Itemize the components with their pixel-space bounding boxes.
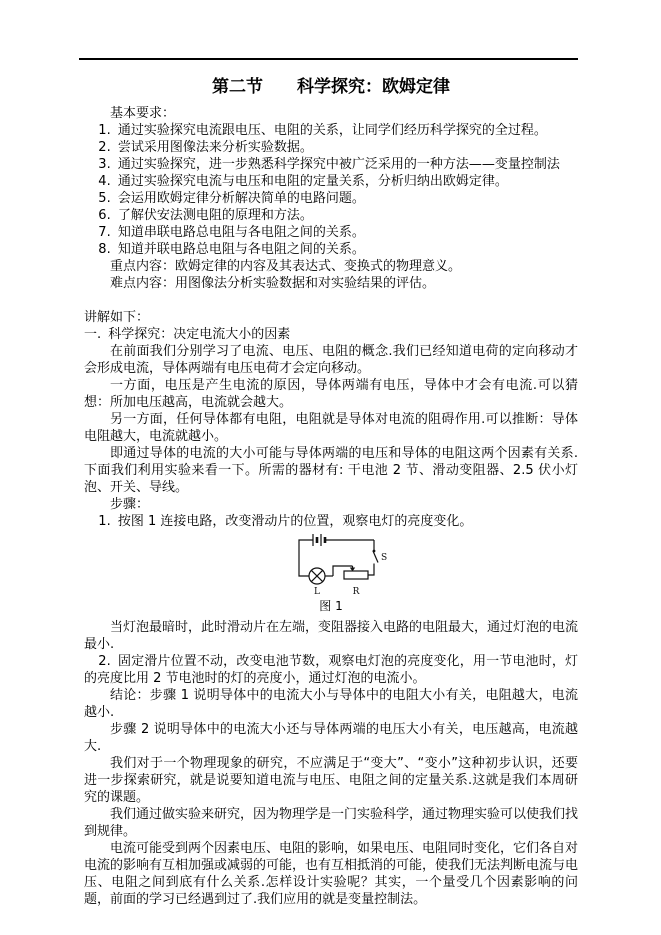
step-number: 1.	[98, 514, 111, 529]
paragraph: 我们通过做实验来研究，因为物理学是一门实验科学，通过物理实验可以使我们找到规律。	[84, 807, 579, 839]
paragraph: 在前面我们分别学习了电流、电压、电阻的概念.我们已经知道电荷的定向移动才会形成电流，导体两端有电压电荷才会定向移动。	[84, 344, 578, 376]
paragraph: 当灯泡最暗时，此时滑动片在左端，变阻器接入电路的电阻最大，通过灯泡的电流最小.	[84, 620, 579, 652]
step-item	[84, 653, 578, 687]
paragraph: 我们对于一个物理现象的研究，不应满足于“变大”、“变小”这种初步认识，还要进一步探索研究，就是说要知道电流与电压、电阻之间的定量关系.这就是我们本周研究的课题。	[84, 756, 578, 805]
steps-label: 步骤：	[110, 497, 150, 512]
lamp-label: L	[314, 587, 320, 597]
item-text: 知道并联电路总电阻与各电阻之间的关系。	[117, 242, 365, 257]
figure-caption: 图 1	[319, 599, 343, 613]
requirement-item	[84, 190, 578, 207]
requirements-heading: 基本要求：	[110, 106, 176, 121]
requirement-item	[84, 173, 578, 190]
item-number: 5.	[98, 191, 111, 206]
header-rule	[79, 58, 578, 60]
explanation-lead: 讲解如下：	[84, 310, 150, 325]
step-item	[84, 513, 578, 530]
item-text: 知道串联电路总电阻与各电阻之间的关系。	[117, 225, 365, 240]
paragraph: 另一方面，任何导体都有电阻，电阻就是导体对电流的阻碍作用.可以推断：导体电阻越大，电流就越小。	[84, 412, 578, 444]
requirement-item	[84, 122, 578, 139]
item-number: 8.	[98, 242, 111, 257]
requirement-item	[84, 224, 578, 241]
item-number: 3.	[98, 157, 111, 172]
item-text: 通过实验探究电流跟电压、电阻的关系，让同学们经历科学探究的全过程。	[117, 123, 547, 138]
switch-icon	[373, 550, 378, 563]
requirement-item	[84, 207, 578, 224]
item-text: 会运用欧姆定律分析解决简单的电路问题。	[117, 191, 365, 206]
paragraph: 即通过导体的电流的大小可能与导体两端的电压和导体的电阻这两个因素有关系. 下面我们利用实验来看一下。所需的器材有: 干电池 2 节、滑动变阻器、2.5 伏小灯泡、开关、导线。	[84, 446, 578, 495]
lamp-icon	[309, 568, 325, 584]
circuit-figure	[84, 534, 578, 614]
conclusion-paragraph: 结论：步骤 1 说明导体中的电流大小与导体中的电阻大小有关，电阻越大，电流越小.	[84, 688, 578, 720]
document-content	[84, 70, 578, 908]
requirement-item	[84, 156, 578, 173]
item-text: 了解伏安法测电阻的原理和方法。	[117, 208, 313, 223]
item-number: 2.	[98, 140, 111, 155]
rheostat-label: R	[352, 587, 360, 597]
conclusion-paragraph: 步骤 2 说明导体中的电流大小还与导体两端的电压大小有关，电压越高，电流越大.	[84, 722, 578, 754]
switch-label: S	[381, 553, 388, 563]
step-text: 固定滑片位置不动，改变电池节数，观察电灯泡的亮度变化，用一节电池时，灯的亮度比用 2 节电池时的灯的亮度小，通过灯泡的电流小。	[84, 654, 578, 686]
item-number: 6.	[98, 208, 111, 223]
item-text: 尝试采用图像法来分析实验数据。	[117, 140, 313, 155]
section-heading	[84, 326, 578, 343]
key-points-line: 重点内容：欧姆定律的内容及其表达式、变换式的物理意义。	[110, 259, 462, 274]
circuit-diagram	[271, 534, 391, 597]
item-text: 通过实验探究电流与电压和电阻的定量关系，分析归纳出欧姆定律。	[117, 174, 508, 189]
rheostat-icon	[344, 566, 368, 579]
item-number: 4.	[98, 174, 111, 189]
page-title: 第二节 科学探究：欧姆定律	[212, 77, 450, 97]
item-number: 1.	[98, 123, 111, 138]
section-title: 科学探究：决定电流大小的因素	[108, 327, 291, 342]
item-number: 7.	[98, 225, 111, 240]
requirement-item	[84, 241, 578, 258]
section-number: 一.	[84, 327, 102, 342]
battery-icon	[313, 534, 325, 546]
requirement-item	[84, 139, 578, 156]
paragraph: 一方面，电压是产生电流的原因，导体两端有电压，导体中才会有电流.可以猜想：所加电压越高，电流就会越大。	[84, 378, 578, 410]
step-number: 2.	[98, 654, 111, 669]
step-text: 按图 1 连接电路，改变滑动片的位置，观察电灯的亮度变化。	[117, 514, 473, 529]
item-text: 通过实验探究，进一步熟悉科学探究中被广泛采用的一种方法——变量控制法	[117, 157, 560, 172]
paragraph: 电流可能受到两个因素电压、电阻的影响，如果电压、电阻同时变化，它们各自对电流的影响有互相加强或减弱的可能，也有互相抵消的可能，使我们无法判断电流与电压、电阻之间到底有什么关系.怎样设计实验呢？其实，一个量受几个因素影响的问题，前面的学习已经遇到过了.我们应用的就是变量控制法。	[84, 841, 579, 907]
difficult-points-line: 难点内容：用图像法分析实验数据和对实验结果的评估。	[110, 276, 436, 291]
